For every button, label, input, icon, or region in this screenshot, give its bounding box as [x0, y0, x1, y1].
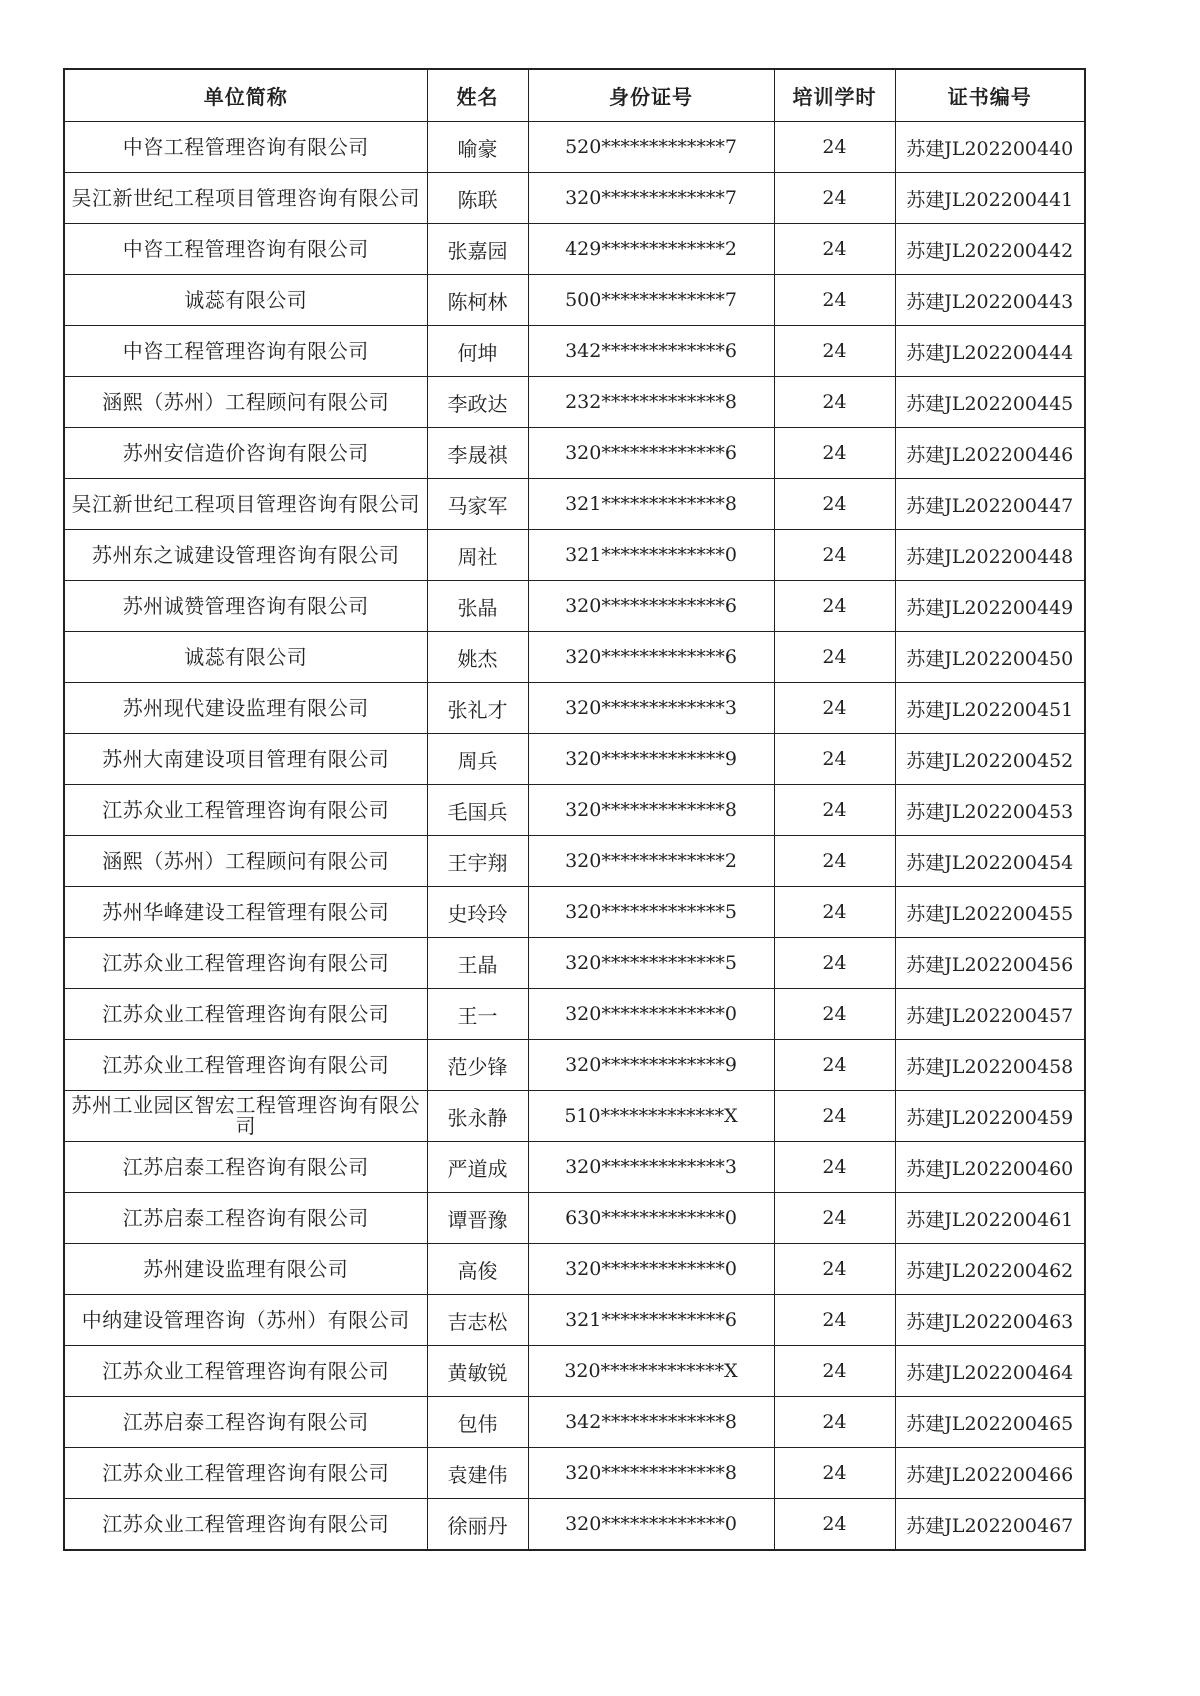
cell-name: 严道成 — [427, 1142, 528, 1193]
table-row — [64, 1244, 1085, 1295]
cell-name: 吉志松 — [427, 1295, 528, 1346]
cell-training-hours: 24 — [774, 887, 895, 938]
cell-training-hours: 24 — [774, 1346, 895, 1397]
cell-id-number: 320*************6 — [528, 428, 774, 479]
cell-id-number: 321*************6 — [528, 1295, 774, 1346]
table-row — [64, 377, 1085, 428]
cell-unit: 涵熙（苏州）工程顾问有限公司 — [64, 377, 427, 428]
cell-certificate-number: 苏建JL202200449 — [895, 581, 1085, 632]
cell-name: 高俊 — [427, 1244, 528, 1295]
table-row — [64, 1295, 1085, 1346]
cell-training-hours: 24 — [774, 173, 895, 224]
cell-training-hours: 24 — [774, 1295, 895, 1346]
table-row — [64, 836, 1085, 887]
cell-training-hours: 24 — [774, 1244, 895, 1295]
cell-name: 史玲玲 — [427, 887, 528, 938]
cell-id-number: 320*************0 — [528, 1499, 774, 1551]
table-row — [64, 122, 1085, 173]
table-row — [64, 581, 1085, 632]
cell-training-hours: 24 — [774, 1193, 895, 1244]
cell-unit: 涵熙（苏州）工程顾问有限公司 — [64, 836, 427, 887]
cell-certificate-number: 苏建JL202200446 — [895, 428, 1085, 479]
cell-id-number: 320*************0 — [528, 1244, 774, 1295]
table-row — [64, 1346, 1085, 1397]
cell-certificate-number: 苏建JL202200460 — [895, 1142, 1085, 1193]
cell-name: 袁建伟 — [427, 1448, 528, 1499]
cell-training-hours: 24 — [774, 224, 895, 275]
cell-name: 张礼才 — [427, 683, 528, 734]
cell-name: 张嘉园 — [427, 224, 528, 275]
cell-id-number: 320*************7 — [528, 173, 774, 224]
cell-name: 张永静 — [427, 1091, 528, 1142]
cell-unit: 苏州现代建设监理有限公司 — [64, 683, 427, 734]
cell-unit: 诚蕊有限公司 — [64, 632, 427, 683]
cell-certificate-number: 苏建JL202200457 — [895, 989, 1085, 1040]
cell-unit: 苏州华峰建设工程管理有限公司 — [64, 887, 427, 938]
cell-certificate-number: 苏建JL202200443 — [895, 275, 1085, 326]
cell-training-hours: 24 — [774, 989, 895, 1040]
cell-id-number: 429*************2 — [528, 224, 774, 275]
cell-id-number: 321*************0 — [528, 530, 774, 581]
cell-training-hours: 24 — [774, 938, 895, 989]
cell-unit: 江苏众业工程管理咨询有限公司 — [64, 938, 427, 989]
cell-training-hours: 24 — [774, 428, 895, 479]
cell-unit: 江苏众业工程管理咨询有限公司 — [64, 1499, 427, 1551]
cell-name: 陈联 — [427, 173, 528, 224]
table-row — [64, 938, 1085, 989]
cell-unit: 江苏启泰工程咨询有限公司 — [64, 1193, 427, 1244]
cell-id-number: 320*************3 — [528, 1142, 774, 1193]
cell-unit: 中咨工程管理咨询有限公司 — [64, 224, 427, 275]
table-body — [64, 122, 1085, 1551]
cell-training-hours: 24 — [774, 785, 895, 836]
cell-certificate-number: 苏建JL202200444 — [895, 326, 1085, 377]
cell-certificate-number: 苏建JL202200464 — [895, 1346, 1085, 1397]
table-row — [64, 1397, 1085, 1448]
table-row — [64, 479, 1085, 530]
cell-training-hours: 24 — [774, 1040, 895, 1091]
cell-name: 包伟 — [427, 1397, 528, 1448]
cell-certificate-number: 苏建JL202200447 — [895, 479, 1085, 530]
cell-certificate-number: 苏建JL202200463 — [895, 1295, 1085, 1346]
table-row — [64, 683, 1085, 734]
cell-training-hours: 24 — [774, 479, 895, 530]
cell-name: 范少锋 — [427, 1040, 528, 1091]
table-row — [64, 1193, 1085, 1244]
cell-id-number: 320*************8 — [528, 1448, 774, 1499]
cell-unit: 江苏众业工程管理咨询有限公司 — [64, 1448, 427, 1499]
cell-id-number: 342*************8 — [528, 1397, 774, 1448]
cell-training-hours: 24 — [774, 632, 895, 683]
table-row — [64, 224, 1085, 275]
table-row — [64, 326, 1085, 377]
cell-id-number: 320*************8 — [528, 785, 774, 836]
cell-id-number: 320*************X — [528, 1346, 774, 1397]
certificate-table — [63, 68, 1086, 1551]
cell-training-hours: 24 — [774, 581, 895, 632]
cell-training-hours: 24 — [774, 122, 895, 173]
cell-training-hours: 24 — [774, 836, 895, 887]
cell-training-hours: 24 — [774, 1142, 895, 1193]
cell-name: 徐丽丹 — [427, 1499, 528, 1551]
cell-unit: 苏州建设监理有限公司 — [64, 1244, 427, 1295]
cell-name: 王一 — [427, 989, 528, 1040]
cell-name: 张晶 — [427, 581, 528, 632]
cell-training-hours: 24 — [774, 326, 895, 377]
cell-id-number: 510*************X — [528, 1091, 774, 1142]
cell-name: 黄敏锐 — [427, 1346, 528, 1397]
cell-training-hours: 24 — [774, 683, 895, 734]
cell-name: 周兵 — [427, 734, 528, 785]
cell-name: 谭晋豫 — [427, 1193, 528, 1244]
cell-unit: 苏州安信造价咨询有限公司 — [64, 428, 427, 479]
cell-unit: 吴江新世纪工程项目管理咨询有限公司 — [64, 479, 427, 530]
cell-name: 喻豪 — [427, 122, 528, 173]
table-row — [64, 275, 1085, 326]
cell-name: 王宇翔 — [427, 836, 528, 887]
cell-unit: 中咨工程管理咨询有限公司 — [64, 326, 427, 377]
cell-unit: 江苏众业工程管理咨询有限公司 — [64, 989, 427, 1040]
cell-certificate-number: 苏建JL202200456 — [895, 938, 1085, 989]
cell-certificate-number: 苏建JL202200453 — [895, 785, 1085, 836]
cell-training-hours: 24 — [774, 1448, 895, 1499]
table-row — [64, 632, 1085, 683]
cell-certificate-number: 苏建JL202200440 — [895, 122, 1085, 173]
header-unit: 单位简称 — [64, 69, 427, 122]
table-header-row — [64, 69, 1085, 122]
header-name: 姓名 — [427, 69, 528, 122]
cell-id-number: 500*************7 — [528, 275, 774, 326]
table-row — [64, 1142, 1085, 1193]
cell-unit: 江苏众业工程管理咨询有限公司 — [64, 785, 427, 836]
cell-id-number: 320*************3 — [528, 683, 774, 734]
cell-training-hours: 24 — [774, 1397, 895, 1448]
cell-certificate-number: 苏建JL202200462 — [895, 1244, 1085, 1295]
cell-name: 李晟祺 — [427, 428, 528, 479]
cell-training-hours: 24 — [774, 1499, 895, 1551]
cell-certificate-number: 苏建JL202200465 — [895, 1397, 1085, 1448]
cell-id-number: 320*************6 — [528, 632, 774, 683]
cell-name: 何坤 — [427, 326, 528, 377]
cell-certificate-number: 苏建JL202200441 — [895, 173, 1085, 224]
cell-name: 姚杰 — [427, 632, 528, 683]
table-row — [64, 1499, 1085, 1551]
cell-unit: 诚蕊有限公司 — [64, 275, 427, 326]
table-row — [64, 530, 1085, 581]
cell-id-number: 320*************9 — [528, 734, 774, 785]
cell-certificate-number: 苏建JL202200461 — [895, 1193, 1085, 1244]
cell-unit: 江苏启泰工程咨询有限公司 — [64, 1397, 427, 1448]
cell-unit: 苏州工业园区智宏工程管理咨询有限公司 — [64, 1091, 427, 1142]
header-certificate-number: 证书编号 — [895, 69, 1085, 122]
header-id-number: 身份证号 — [528, 69, 774, 122]
cell-unit: 苏州诚赞管理咨询有限公司 — [64, 581, 427, 632]
header-training-hours: 培训学时 — [774, 69, 895, 122]
cell-id-number: 342*************6 — [528, 326, 774, 377]
cell-certificate-number: 苏建JL202200451 — [895, 683, 1085, 734]
cell-id-number: 320*************0 — [528, 989, 774, 1040]
cell-unit: 江苏众业工程管理咨询有限公司 — [64, 1346, 427, 1397]
cell-id-number: 520*************7 — [528, 122, 774, 173]
cell-certificate-number: 苏建JL202200466 — [895, 1448, 1085, 1499]
table-row — [64, 989, 1085, 1040]
table-row — [64, 734, 1085, 785]
table-row — [64, 1091, 1085, 1142]
table-row — [64, 887, 1085, 938]
table-row — [64, 1448, 1085, 1499]
cell-id-number: 321*************8 — [528, 479, 774, 530]
cell-id-number: 630*************0 — [528, 1193, 774, 1244]
cell-id-number: 320*************9 — [528, 1040, 774, 1091]
table-row — [64, 173, 1085, 224]
cell-certificate-number: 苏建JL202200459 — [895, 1091, 1085, 1142]
cell-unit: 苏州大南建设项目管理有限公司 — [64, 734, 427, 785]
cell-certificate-number: 苏建JL202200455 — [895, 887, 1085, 938]
cell-id-number: 320*************5 — [528, 887, 774, 938]
cell-training-hours: 24 — [774, 275, 895, 326]
cell-certificate-number: 苏建JL202200452 — [895, 734, 1085, 785]
cell-certificate-number: 苏建JL202200448 — [895, 530, 1085, 581]
cell-certificate-number: 苏建JL202200442 — [895, 224, 1085, 275]
cell-unit: 江苏启泰工程咨询有限公司 — [64, 1142, 427, 1193]
cell-certificate-number: 苏建JL202200450 — [895, 632, 1085, 683]
cell-certificate-number: 苏建JL202200445 — [895, 377, 1085, 428]
cell-id-number: 320*************2 — [528, 836, 774, 887]
cell-training-hours: 24 — [774, 377, 895, 428]
cell-id-number: 320*************6 — [528, 581, 774, 632]
cell-training-hours: 24 — [774, 1091, 895, 1142]
cell-unit: 中咨工程管理咨询有限公司 — [64, 122, 427, 173]
table-row — [64, 1040, 1085, 1091]
cell-unit: 吴江新世纪工程项目管理咨询有限公司 — [64, 173, 427, 224]
cell-certificate-number: 苏建JL202200458 — [895, 1040, 1085, 1091]
cell-name: 王晶 — [427, 938, 528, 989]
cell-certificate-number: 苏建JL202200454 — [895, 836, 1085, 887]
cell-id-number: 232*************8 — [528, 377, 774, 428]
cell-training-hours: 24 — [774, 734, 895, 785]
cell-name: 陈柯林 — [427, 275, 528, 326]
cell-name: 李政达 — [427, 377, 528, 428]
cell-unit: 江苏众业工程管理咨询有限公司 — [64, 1040, 427, 1091]
table-row — [64, 785, 1085, 836]
cell-training-hours: 24 — [774, 530, 895, 581]
table-row — [64, 428, 1085, 479]
cell-unit: 中纳建设管理咨询（苏州）有限公司 — [64, 1295, 427, 1346]
cell-id-number: 320*************5 — [528, 938, 774, 989]
cell-name: 毛国兵 — [427, 785, 528, 836]
cell-certificate-number: 苏建JL202200467 — [895, 1499, 1085, 1551]
cell-unit: 苏州东之诚建设管理咨询有限公司 — [64, 530, 427, 581]
cell-name: 马家军 — [427, 479, 528, 530]
cell-name: 周社 — [427, 530, 528, 581]
